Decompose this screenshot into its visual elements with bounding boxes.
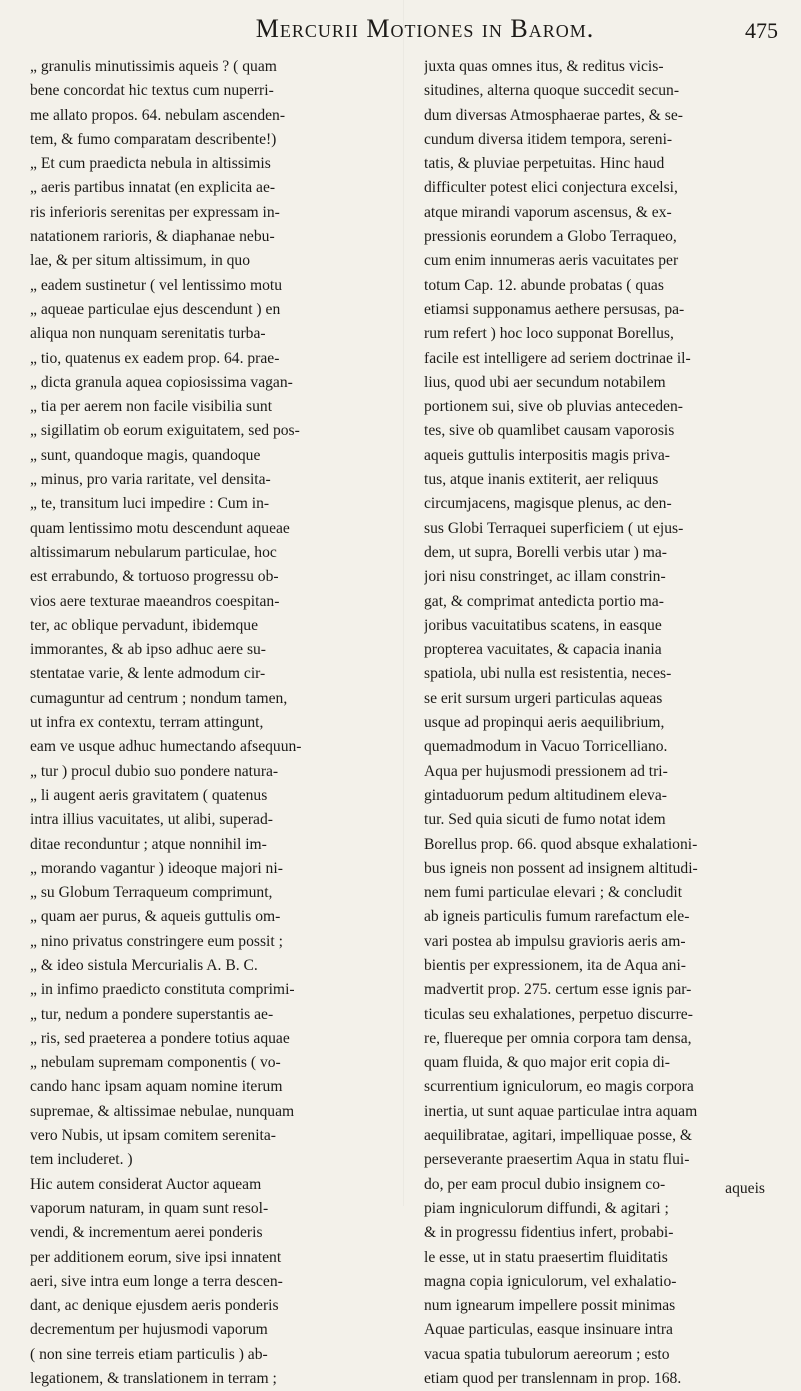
running-title: Mercurii Motiones in Barom. <box>255 14 595 43</box>
text-line: dem, ut supra, Borelli verbis utar ) ma- <box>424 543 667 561</box>
text-line: vaporum naturam, in quam sunt resol- <box>30 1199 269 1217</box>
page-gutter-shadow <box>403 0 404 1206</box>
text-line: tus, atque inanis extiterit, aer reliquus <box>424 471 659 489</box>
text-line: „ dicta granula aquea copiosissima vagan- <box>30 373 293 391</box>
text-line: vios aere texturae maeandros coespitan- <box>30 592 280 610</box>
text-line: „ sunt, quandoque magis, quandoque <box>30 446 261 464</box>
text-line: „ minus, pro varia raritate, vel densita- <box>30 471 271 489</box>
text-line: quemadmodum in Vacuo Torricelliano. <box>424 738 668 756</box>
text-line: est errabundo, & tortuoso progressu ob- <box>30 568 279 586</box>
text-line: eam ve usque adhuc humectando afsequun- <box>30 738 302 756</box>
page-number: 475 <box>745 18 778 43</box>
text-line: gintaduorum pedum altitudinem eleva- <box>424 786 667 804</box>
text-line: lae, & per situm altissimum, in quo <box>30 252 251 270</box>
text-line: & in progressu fidentius infert, probabi- <box>424 1224 674 1242</box>
text-line: lius, quod ubi aer secundum notabilem <box>424 373 666 391</box>
text-line: bene concordat hic textus cum nuperri- <box>30 82 274 100</box>
text-line: ter, ac oblique pervadunt, ibidemque <box>30 616 259 634</box>
text-line: decrementum per hujusmodi vaporum <box>30 1321 268 1339</box>
text-line: intra illius vacuitates, ut alibi, superad- <box>30 811 273 829</box>
text-line: legationem, & translationem in terram ; <box>30 1370 277 1388</box>
text-line: aliqua non nunquam serenitatis turba- <box>30 325 266 343</box>
text-line: ut infra ex contextu, terram attingunt, <box>30 714 264 732</box>
text-line: Borellus prop. 66. quod absque exhalationi- <box>424 835 698 853</box>
text-line: aqueis guttulis interpositis magis priva- <box>424 446 671 464</box>
text-line: dant, ac denique ejusdem aeris ponderis <box>30 1297 279 1315</box>
text-line: supremae, & altissimae nebulae, nunquam <box>30 1102 295 1120</box>
text-line: etiam quod per translennam in prop. 168. <box>424 1370 682 1388</box>
text-line: „ quam aer purus, & aqueis guttulis om- <box>30 908 281 926</box>
text-line: gat, & comprimat antedicta portio ma- <box>424 592 664 610</box>
running-header <box>30 14 780 48</box>
text-line: „ nino privatus constringere eum possit ; <box>30 932 283 950</box>
text-line: „ Et cum praedicta nebula in altissimis <box>30 155 271 173</box>
text-line: facile est intelligere ad seriem doctrinae il- <box>424 349 691 367</box>
text-line: Aqua per hujusmodi pressionem ad tri- <box>424 762 668 780</box>
text-line: propterea vacuitates, & capacia inania <box>424 641 662 659</box>
text-line: re, fluereque per omnia corpora tam densa, <box>424 1029 692 1047</box>
catchword: aqueis <box>725 1180 765 1197</box>
text-line: totum Cap. 12. abunde probatas ( quas <box>424 276 664 294</box>
text-line: dum diversas Atmosphaerae partes, & se- <box>424 106 683 124</box>
text-line: tur. Sed quia sicuti de fumo notat idem <box>424 811 666 829</box>
text-line: situdines, alterna quoque succedit secun- <box>424 82 680 100</box>
text-line: tem includeret. ) <box>30 1151 133 1169</box>
text-line: ( non sine terreis etiam particulis ) ab- <box>30 1345 268 1363</box>
text-line: aeri, sive intra eum longe a terra descen- <box>30 1272 283 1290</box>
text-line: spatiola, ubi nulla est resistentia, neces- <box>424 665 672 683</box>
text-line: tem, & fumo comparatam describente!) <box>30 130 277 148</box>
text-line: quam fluida, & quo major erit copia di- <box>424 1054 670 1072</box>
text-line: ris inferioris serenitas per expressam in- <box>30 203 280 221</box>
text-line: „ morando vagantur ) ideoque majori ni- <box>30 859 283 877</box>
text-line: vari postea ab impulsu gravioris aeris am- <box>424 932 686 950</box>
text-line: „ tur, nedum a pondere superstantis ae- <box>30 1005 274 1023</box>
text-line: „ ris, sed praeterea a pondere totius aquae <box>30 1029 290 1047</box>
text-line: ditae reconduntur ; atque nonnihil im- <box>30 835 267 853</box>
text-line: etiamsi supponamus aethere persusas, pa- <box>424 300 685 318</box>
text-line: vero Nubis, ut ipsam comitem serenita- <box>30 1127 276 1145</box>
text-line: inertia, ut sunt aquae particulae intra aquam <box>424 1102 698 1120</box>
text-line: cando hanc ipsam aquam nomine iterum <box>30 1078 283 1096</box>
text-line: ab igneis particulis fumum rarefactum ele- <box>424 908 690 926</box>
text-line: piam ingniculorum diffundi, & agitari ; <box>424 1199 669 1217</box>
text-line: vacua spatia tubulorum aereorum ; esto <box>424 1345 670 1363</box>
text-line: ticulas seu exhalationes, perpetuo discurre- <box>424 1005 693 1023</box>
text-line: vendi, & incrementum aerei ponderis <box>30 1224 263 1242</box>
text-line: num ignearum impellere possit minimas <box>424 1297 676 1315</box>
text-line: me allato propos. 64. nebulam ascenden- <box>30 106 286 124</box>
text-line: quam lentissimo motu descendunt aqueae <box>30 519 290 537</box>
text-line: per additionem eorum, sive ipsi innatent <box>30 1248 282 1266</box>
text-line: usque ad propinqui aeris aequilibrium, <box>424 714 665 732</box>
text-line: joribus vacuitatibus scatens, in easque <box>424 616 662 634</box>
text-line: juxta quas omnes itus, & reditus vicis- <box>424 58 664 75</box>
text-line: se erit sursum urgeri particulas aqueas <box>424 689 663 707</box>
text-line: „ aeris partibus innatat (en explicita ae- <box>30 179 276 197</box>
text-line: difficulter potest elici conjectura excelsi, <box>424 179 678 197</box>
text-line: le esse, ut in statu praesertim fluiditatis <box>424 1248 668 1266</box>
text-line: stentatae varie, & lente admodum cir- <box>30 665 266 683</box>
text-line: natationem rarioris, & diaphanae nebu- <box>30 228 275 246</box>
text-line: cundum diversa itidem tempora, sereni- <box>424 130 673 148</box>
left-text-column <box>30 55 386 1391</box>
text-line: „ tio, quatenus ex eadem prop. 64. prae- <box>30 349 280 367</box>
text-line: cum enim innumeras aeris vacuitates per <box>424 252 679 270</box>
text-line: „ li augent aeris gravitatem ( quatenus <box>30 786 268 804</box>
text-line: circumjacens, magisque plenus, ac den- <box>424 495 672 513</box>
text-line: „ su Globum Terraqueum comprimunt, <box>30 884 273 902</box>
text-line: perseverante praesertim Aqua in statu flui- <box>424 1151 690 1169</box>
text-line: cumaguntur ad centrum ; nondum tamen, <box>30 689 288 707</box>
text-line: „ tia per aerem non facile visibilia sunt <box>30 398 273 416</box>
text-line: „ & ideo sistula Mercurialis A. B. C. <box>30 956 258 974</box>
text-line: sus Globi Terraquei superficiem ( ut ejus- <box>424 519 684 537</box>
text-line: „ granulis minutissimis aqueis ? ( quam <box>30 58 277 75</box>
text-line: madvertit prop. 275. certum esse ignis par- <box>424 981 692 999</box>
text-line: rum refert ) hoc loco supponat Borellus, <box>424 325 674 343</box>
text-line: jori nisu constringet, ac illam constrin- <box>424 568 666 586</box>
text-line: do, per eam procul dubio insignem co- <box>424 1175 666 1193</box>
text-line: Aquae particulas, easque insinuare intra <box>424 1321 673 1339</box>
text-line: aequilibratae, agitari, impelliquae posse, & <box>424 1127 693 1145</box>
text-line: „ tur ) procul dubio suo pondere natura- <box>30 762 279 780</box>
text-line: atque mirandi vaporum ascensus, & ex- <box>424 203 672 221</box>
text-line: bus igneis non possent ad insignem altitudi- <box>424 859 698 877</box>
text-line: scurrentium igniculorum, eo magis corpora <box>424 1078 694 1096</box>
text-line: nem fumi particulae elevari ; & concludit <box>424 884 683 902</box>
text-line: „ in infimo praedicto constituta comprimi- <box>30 981 295 999</box>
text-line: pressionis eorundem a Globo Terraqueo, <box>424 228 677 246</box>
text-line: immorantes, & ab ipso adhuc aere su- <box>30 641 267 659</box>
text-line: Hic autem considerat Auctor aqueam <box>30 1175 262 1193</box>
text-line: portionem sui, sive ob pluvias anteceden- <box>424 398 683 416</box>
text-line: „ aqueae particulae ejus descendunt ) en <box>30 300 281 318</box>
text-line: „ te, transitum luci impedire : Cum in- <box>30 495 270 513</box>
text-line: bientis per expressionem, ita de Aqua ani- <box>424 956 686 974</box>
text-line: altissimarum nebularum particulae, hoc <box>30 543 277 561</box>
text-line: magna copia igniculorum, vel exhalatio- <box>424 1272 677 1290</box>
text-line: tatis, & pluviae perpetuitas. Hinc haud <box>424 155 665 173</box>
text-line: „ nebulam supremam componentis ( vo- <box>30 1054 281 1072</box>
text-line: tes, sive ob quamlibet causam vaporosis <box>424 422 675 440</box>
text-line: „ eadem sustinetur ( vel lentissimo motu <box>30 276 283 294</box>
text-line: „ sigillatim ob eorum exiguitatem, sed pos- <box>30 422 300 440</box>
